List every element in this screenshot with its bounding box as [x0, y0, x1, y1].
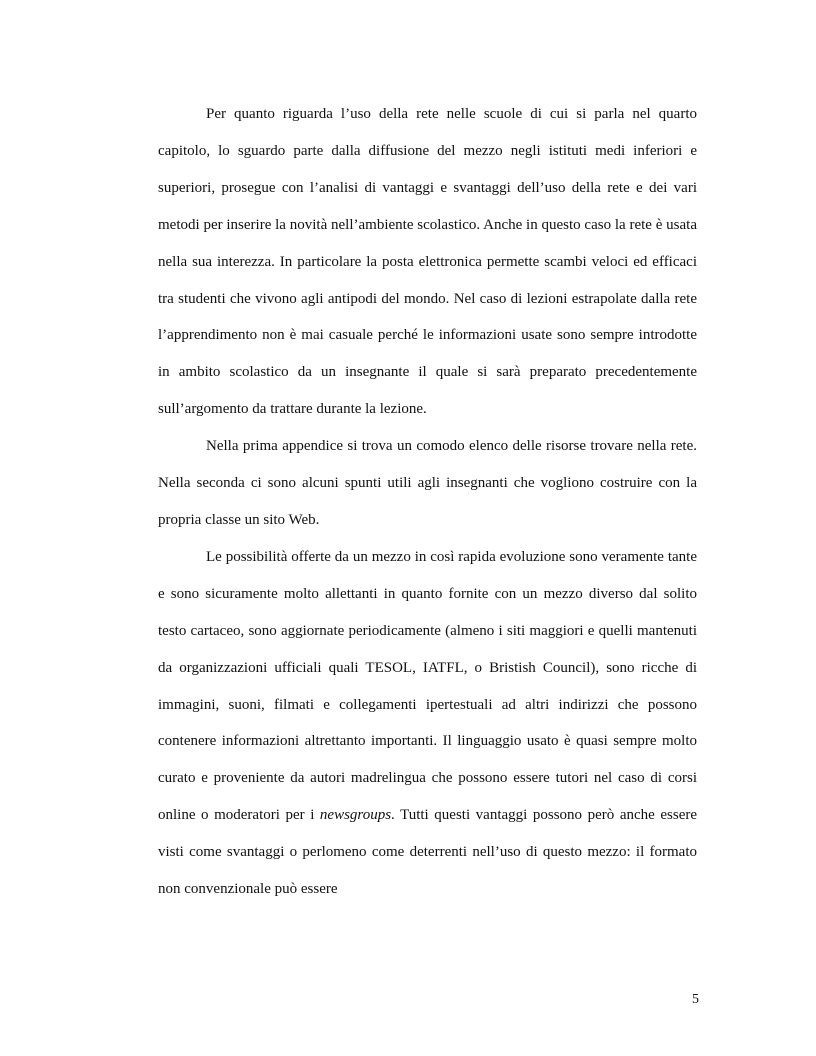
body-text — [158, 96, 697, 908]
paragraph-internet-in-schools: Per quanto riguarda l’uso della rete nelle scuole di cui si parla nel quarto capitolo, lo sguardo parte dalla diffusione del mezzo negli istituti medi inferiori e superiori, prosegue con l’analisi di vantaggi e svantaggi dell’uso della rete e dei vari metodi per inserire la novità nell’ambiente scolastico. Anche in questo caso la rete è usata nella sua interezza. In particolare la posta elettronica permette scambi veloci ed efficaci tra studenti che vivono agli antipodi del mondo. Nel caso di lezioni estrapolate dalla rete l’apprendimento non è mai casuale perché le informazioni usate sono sempre introdotte in ambito scolastico da un insegnante il quale si sarà preparato precedentemente sull’argomento da trattare durante la lezione. — [158, 106, 697, 418]
italic-term-newsgroups: newsgroups — [319, 807, 392, 824]
paragraph-advantages-start: Le possibilità offerte da un mezzo in così rapida evoluzione sono veramente tante e sono sicuramente molto allettanti in quanto fornite con un mezzo diverso dal solito testo cartaceo, sono aggiornate periodicamente (almeno i siti maggiori e quelli mantenuti da organizzazioni ufficiali quali TESOL, IATFL, o Bristish Council), sono ricche di immagini, suoni, filmati e collegamenti ipertestuali ad altri indirizzi che possono contenere informazioni altrettanto importanti. Il linguaggio usato è quasi sempre molto curato e proveniente da autori madrelingua che possono essere tutori nel caso di corsi online o moderatori per i — [158, 548, 697, 824]
page-number: 5 — [692, 992, 699, 1007]
paragraph-advantages-end: . Tutti questi vantaggi possono però anche essere visti come svantaggi o perlomeno come deterrenti nell’uso di questo mezzo: il formato non convenzionale può essere — [158, 807, 697, 898]
paragraph-appendices: Nella prima appendice si trova un comodo elenco delle risorse trovare nella rete. Nella seconda ci sono alcuni spunti utili agli insegnanti che vogliono costruire con la propria classe un sito Web. — [158, 438, 697, 528]
paragraph-advantages — [158, 539, 697, 908]
